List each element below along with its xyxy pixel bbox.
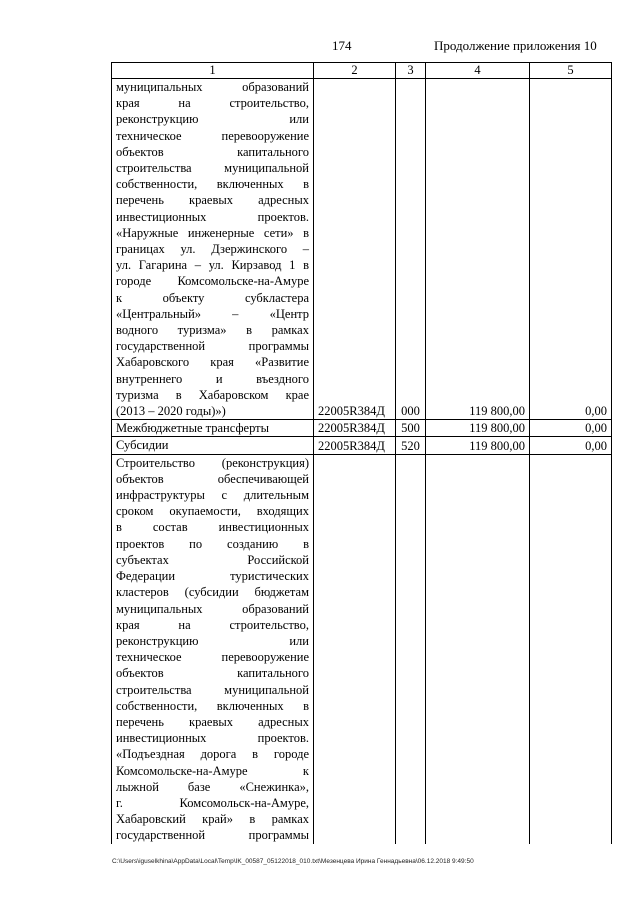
target-code-cell (314, 454, 396, 843)
description-line: реконструкцию или (116, 112, 309, 127)
target-code-cell: 22005R384Д (314, 79, 396, 420)
description-line: инфраструктуры с длительным (116, 488, 309, 503)
appendix-note: Продолжение приложения 10 (434, 38, 597, 53)
column-header-1: 1 (112, 63, 314, 79)
description-line: собственности, включенных в (116, 177, 309, 192)
description-line: субъектах Российской (116, 552, 309, 567)
table-row (112, 454, 612, 843)
expense-type-cell: 520 (396, 437, 426, 454)
description-line: объектов обеспечивающей (116, 471, 309, 486)
table-row (112, 437, 612, 454)
description-line: перечень краевых адресных (116, 193, 309, 208)
description-line: «Подъездная дорога в городе (116, 747, 309, 762)
footer-file-path: C:\Users\iguselkhina\AppData\Local\Temp\IK_00587_05122018_010.txt\Мезенцева Ирина Геннадьевна\06.12.2018 9:49:50 (112, 858, 474, 865)
row-description: Субсидии (112, 437, 314, 454)
description-line: собственности, включенных в (116, 698, 309, 713)
description-line: муниципальных образований (116, 80, 309, 94)
row-description (112, 79, 314, 420)
description-line: в состав инвестиционных (116, 520, 309, 535)
table-row (112, 79, 612, 420)
description-line: г. Комсомольск-на-Амуре, (116, 795, 309, 810)
target-code-cell: 22005R384Д (314, 420, 396, 437)
description-line: Хабаровский край» в рамках (116, 812, 309, 827)
expense-type-cell (396, 454, 426, 843)
description-line: края на строительство, (116, 617, 309, 632)
page-number: 174 (332, 38, 352, 53)
table-row (112, 420, 612, 437)
column-header-5: 5 (530, 63, 612, 79)
expense-type-cell: 500 (396, 420, 426, 437)
description-line: к объекту субкластера (116, 290, 309, 305)
description-line: техническое перевооружение (116, 128, 309, 143)
description-line: «Наружные инженерные сети» в (116, 225, 309, 240)
description-line: государственной программы (116, 828, 309, 843)
description-line: техническое перевооружение (116, 650, 309, 665)
description-line: края на строительство, (116, 96, 309, 111)
description-line: туризма в Хабаровском крае (116, 387, 309, 402)
expense-type-cell: 000 (396, 79, 426, 420)
description-line: государственной программы (116, 339, 309, 354)
budget-table (111, 62, 612, 844)
column-header-row (112, 63, 612, 79)
description-line: объектов капитального (116, 666, 309, 681)
description-line: Комсомольске-на-Амуре к (116, 763, 309, 778)
description-line: (2013 – 2020 годы)») (116, 404, 226, 419)
description-line: инвестиционных проектов. (116, 209, 309, 224)
description-line: проектов по созданию в (116, 536, 309, 551)
description-line: Федерации туристических (116, 569, 309, 584)
column-header-4: 4 (426, 63, 530, 79)
amount-cell: 119 800,00 (426, 437, 530, 454)
extra-amount-cell: 0,00 (530, 79, 612, 420)
description-line: «Центральный» – «Центр (116, 306, 309, 321)
column-header-3: 3 (396, 63, 426, 79)
extra-amount-cell: 0,00 (530, 420, 612, 437)
description-line: инвестиционных проектов. (116, 731, 309, 746)
amount-cell: 119 800,00 (426, 420, 530, 437)
row-description: Межбюджетные трансферты (112, 420, 314, 437)
description-line: строительства муниципальной (116, 682, 309, 697)
description-line: перечень краевых адресных (116, 714, 309, 729)
description-line: строительства муниципальной (116, 161, 309, 176)
description-line: ул. Гагарина – ул. Кирзавод 1 в (116, 258, 309, 273)
description-line: внутреннего и въездного (116, 371, 309, 386)
column-header-2: 2 (314, 63, 396, 79)
extra-amount-cell (530, 454, 612, 843)
description-line: Строительство (реконструкция) (116, 455, 309, 470)
description-line: Хабаровского края «Развитие (116, 355, 309, 370)
amount-cell (426, 454, 530, 843)
extra-amount-cell: 0,00 (530, 437, 612, 454)
row-description (112, 454, 314, 843)
description-line: сроком окупаемости, входящих (116, 504, 309, 519)
description-line: границах ул. Дзержинского – (116, 242, 309, 257)
target-code-cell: 22005R384Д (314, 437, 396, 454)
description-line: муниципальных образований (116, 601, 309, 616)
description-line: объектов капитального (116, 144, 309, 159)
description-line: реконструкцию или (116, 633, 309, 648)
description-line: городе Комсомольске-на-Амуре (116, 274, 309, 289)
amount-cell: 119 800,00 (426, 79, 530, 420)
description-line: лыжной базе «Снежинка», (116, 779, 309, 794)
description-line: водного туризма» в рамках (116, 323, 309, 338)
description-line: кластеров (субсидии бюджетам (116, 585, 309, 600)
